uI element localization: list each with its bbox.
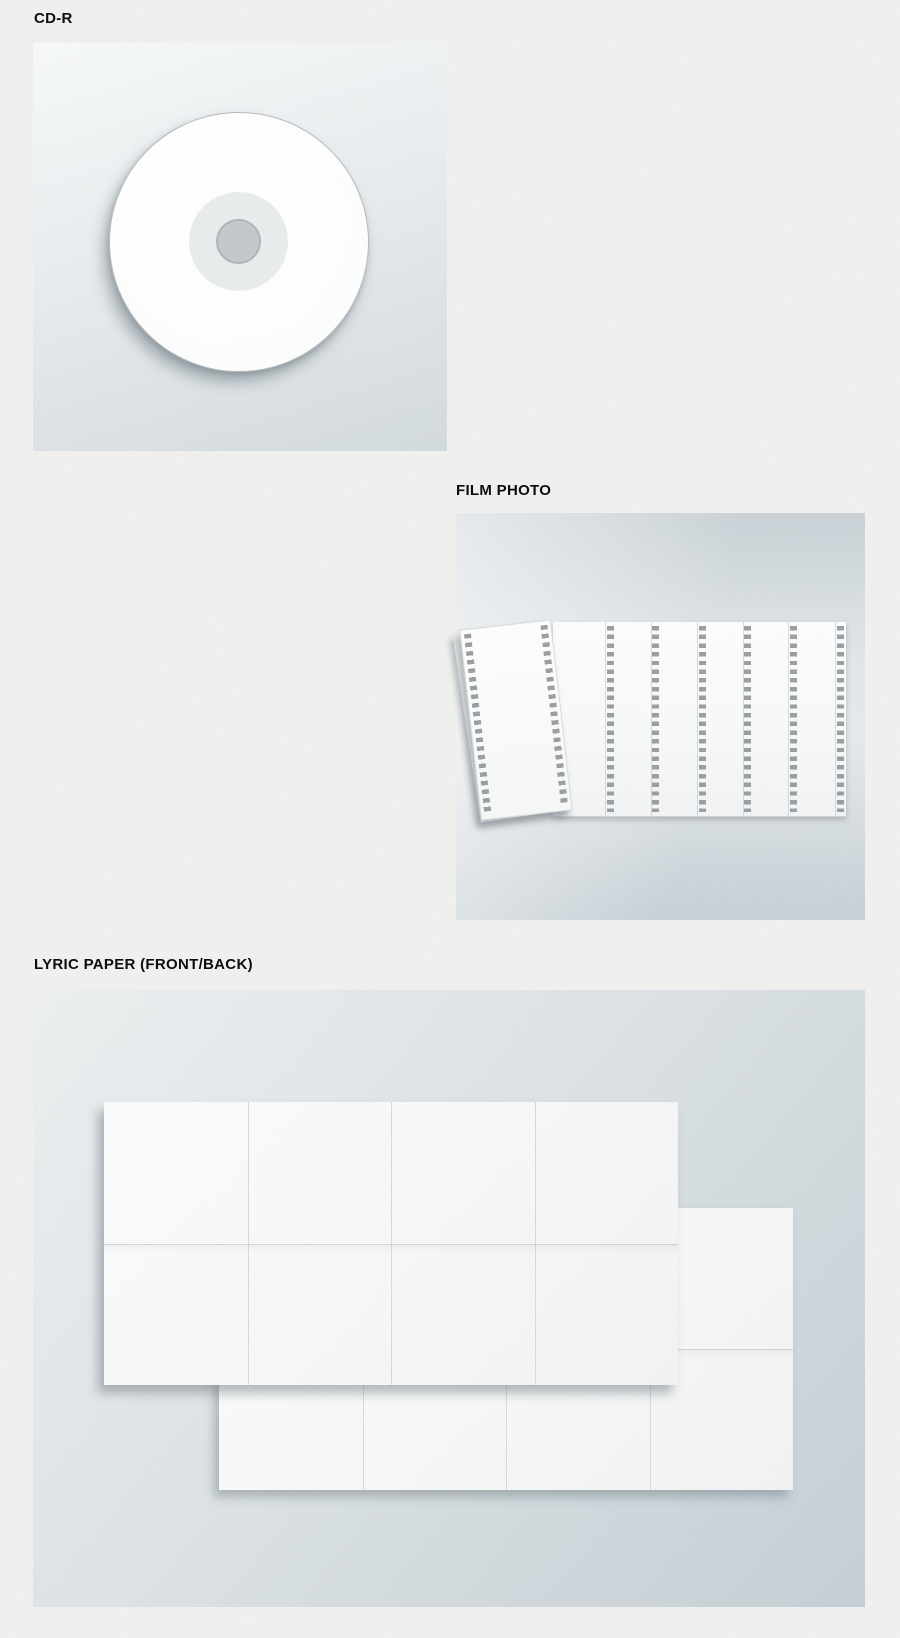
section-label-film-photo: FILM PHOTO	[456, 482, 552, 499]
fold-line	[104, 1244, 678, 1245]
film-mockup-panel	[456, 513, 865, 920]
film-perforation-column	[837, 626, 844, 812]
section-label-cd-r: CD-R	[34, 10, 73, 27]
section-label-lyric-paper: LYRIC PAPER (FRONT/BACK)	[34, 956, 253, 973]
film-perforation-column	[652, 626, 659, 812]
cd-disc-icon	[109, 112, 369, 372]
film-perforation-column	[790, 626, 797, 812]
cd-hub-ring	[189, 192, 288, 291]
cd-mockup-panel	[33, 43, 447, 451]
film-perforation-column	[744, 626, 751, 812]
lyric-mockup-panel	[33, 990, 865, 1607]
film-strip-row	[553, 622, 846, 817]
fold-shading	[104, 1244, 678, 1254]
film-perforation-column	[699, 626, 706, 812]
cd-center-hole	[216, 219, 261, 264]
lyric-sheet-front	[104, 1102, 678, 1385]
film-perforation-column	[607, 626, 614, 812]
